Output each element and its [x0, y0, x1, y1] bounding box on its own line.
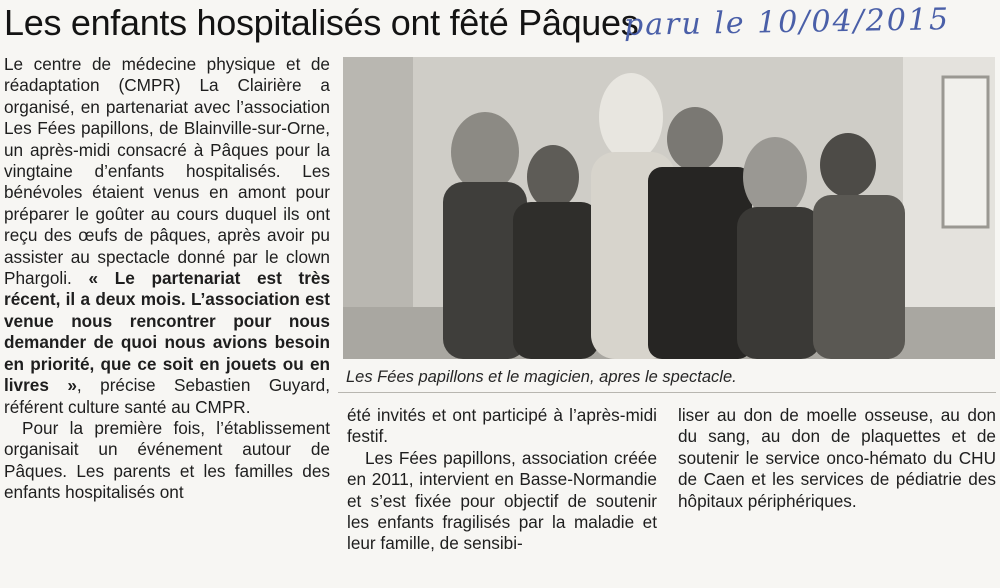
headline: Les enfants hospitalisés ont fêté Pâques	[4, 2, 639, 43]
article-column-1	[4, 54, 330, 504]
caption-divider	[338, 392, 996, 393]
article-column-3	[678, 405, 996, 512]
article-paragraph-1	[4, 54, 330, 418]
article-paragraph-5: liser au don de moelle osseuse, au don du sang, au don de plaquettes et de soutenir le service onco-hémato du CHU de Caen et les services de pédiatrie des hôpitaux périphériques.	[678, 405, 996, 511]
intro-text: Le centre de médecine physique et de réadaptation (CMPR) La Clairière a organisé, en partenariat avec l’association Les Fées papillons, de Blainville-sur-Orne, un après-midi consacré à Pâques pour la vingtaine d’enfants hospitalisés. Les bénévoles étaient venus en amont pour préparer le goûter au cours duquel ils ont reçu des œufs de pâques, après avoir pu assister au spectacle donné par le clown Phargoli.	[4, 54, 330, 289]
article-column-2	[347, 405, 657, 555]
attribution-text: , précise Sebastien Guyard, référent culture santé au CMPR.	[4, 375, 331, 417]
quote-text: « Le partenariat est très récent, il a deux mois. L’association est venue nous rencontrer pour nous demander de quoi nous avions besoin en priorité, que ce soit en jouets ou en livres »	[4, 268, 330, 396]
article-photo	[343, 57, 995, 359]
photo-caption: Les Fées papillons et le magicien, apres le spectacle.	[346, 368, 737, 386]
article-paragraph-4: Les Fées papillons, association créée en 2011, intervient en Basse-Normandie et s’est fixée pour objectif de soutenir les enfants fragilisés par la maladie et leur famille, de sensibi-	[347, 447, 657, 554]
article-paragraph-3: été invités et ont participé à l’après-midi festif.	[347, 405, 657, 447]
article-paragraph-2: Pour la première fois, l’établissement organisait un événement autour de Pâques. Les parents et les familles des enfants hospitalisés ont	[4, 417, 330, 503]
handwritten-date-note: paru le 10/04/2015	[623, 2, 951, 43]
